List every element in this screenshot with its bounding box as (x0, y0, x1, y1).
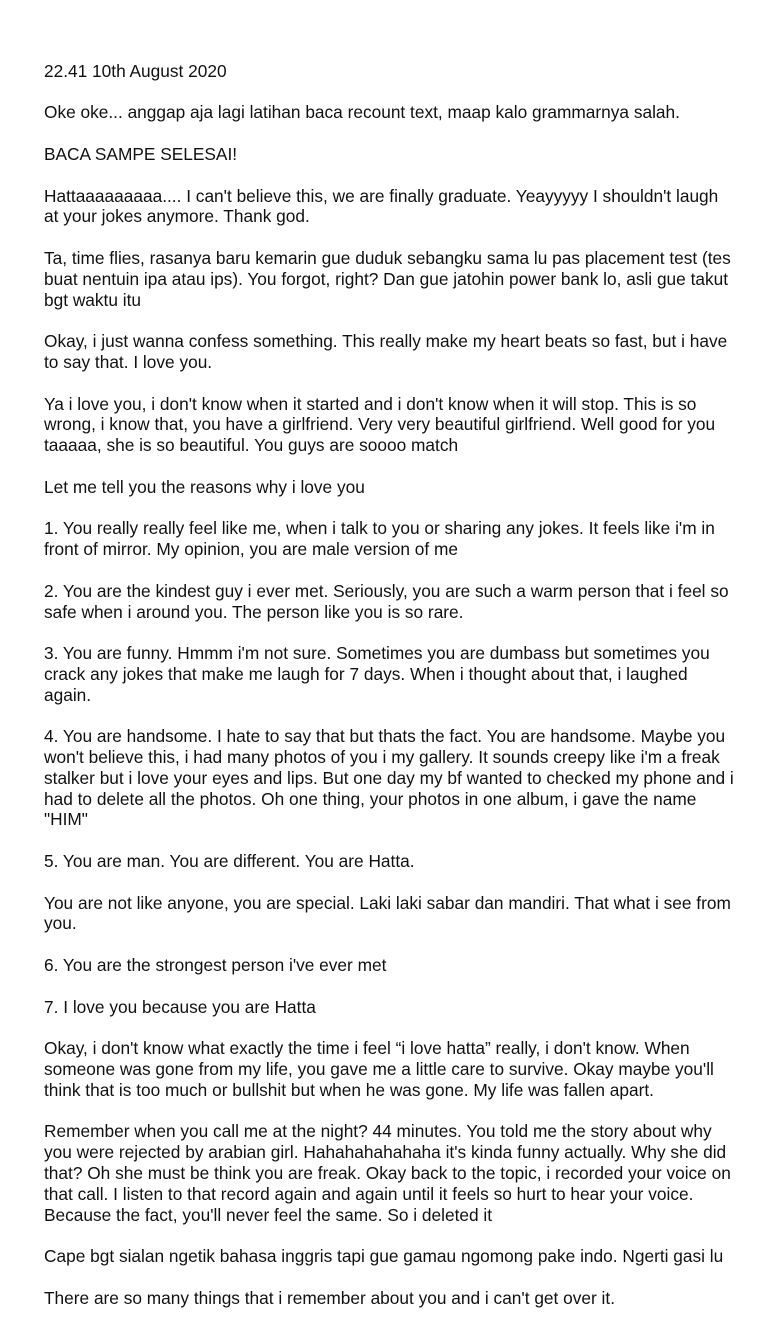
note-paragraph: Oke oke... anggap aja lagi latihan baca recount text, maap kalo grammarnya salah. (44, 102, 680, 123)
note-paragraph: BACA SAMPE SELESAI! (44, 143, 238, 164)
note-paragraph: Okay, i just wanna confess something. This really make my heart beats so fast, but i have to say that. I love you. (44, 331, 728, 372)
note-list-item: 4. You are handsome. I hate to say that but thats the fact. You are handsome. Maybe you won't believe this, i had many photos of you i my gallery. It sounds creepy like i'm a freak stalker but i love your eyes and lips. But one day my bf wanted to checked my phone and i had to delete all the photos. Oh one thing, your photos in one album, i gave the name "HIM" (44, 726, 734, 830)
note-list-item: 3. You are funny. Hmmm i'm not sure. Sometimes you are dumbass but sometimes you crack any jokes that make me laugh for 7 days. When i thought about that, i laughed again. (44, 643, 710, 705)
note-list-item: 6. You are the strongest person i've ever met (44, 955, 387, 976)
note-list-item: 1. You really really feel like me, when i talk to you or sharing any jokes. It feels like i'm in front of mirror. My opinion, you are male version of me (44, 518, 715, 560)
note-list-item: 5. You are man. You are different. You are Hatta. (44, 851, 415, 872)
note-paragraph: There are so many things that i remember about you and i can't get over it. (44, 1287, 615, 1308)
note-paragraph: Hattaaaaaaaaa.... I can't believe this, we are finally graduate. Yeayyyyy I shouldn't laugh at your jokes anymore. Thank god. (44, 185, 719, 227)
note-list-item: 2. You are the kindest guy i ever met. Seriously, you are such a warm person that i feel so safe when i around you. The person like you is so rare. (44, 580, 729, 622)
note-paragraph: Okay, i don't know what exactly the time i feel “i love hatta” really, i don't know. When someone was gone from my life, you gave me a little care to survive. Okay maybe you'll think that is too much or bullshit but when he was gone. My life was fallen apart. (44, 1038, 714, 1100)
note-paragraph: Ta, time flies, rasanya baru kemarin gue duduk sebangku sama lu pas placement test (tes buat nentuin ipa atau ips). You forgot, right? Dan gue jatohin power bank lo, asli gue takut bgt waktu itu (44, 247, 731, 310)
note-paragraph: Remember when you call me at the night? 44 minutes. You told me the story about why you were rejected by arabian girl. Hahahahahahaha it's kinda funny actually. Why she did that? Oh she must be think you are freak. Okay back to the topic, i recorded your voice on that call. I listen to that record again and again until it feels so hurt to hear your voice. Because the fact, you'll never feel the same. So i deleted it (44, 1121, 731, 1225)
note-body (44, 40, 734, 1329)
note-paragraph: Cape bgt sialan ngetik bahasa inggris tapi gue gamau ngomong pake indo. Ngerti gasi lu (44, 1246, 724, 1267)
note-paragraph: Let me tell you the reasons why i love you (44, 476, 365, 497)
note-paragraph: You are not like anyone, you are special. Laki laki sabar dan mandiri. That what i see from you. (44, 892, 731, 934)
note-paragraph: Ya i love you, i don't know when it started and i don't know when it will stop. This is so wrong, i know that, you have a girlfriend. Very very beautiful girlfriend. Well good for you taaaaa, she is so beautiful. You guys are soooo match (44, 393, 716, 456)
note-timestamp: 22.41 10th August 2020 (44, 60, 227, 81)
note-list-item: 7. I love you because you are Hatta (44, 996, 316, 1017)
